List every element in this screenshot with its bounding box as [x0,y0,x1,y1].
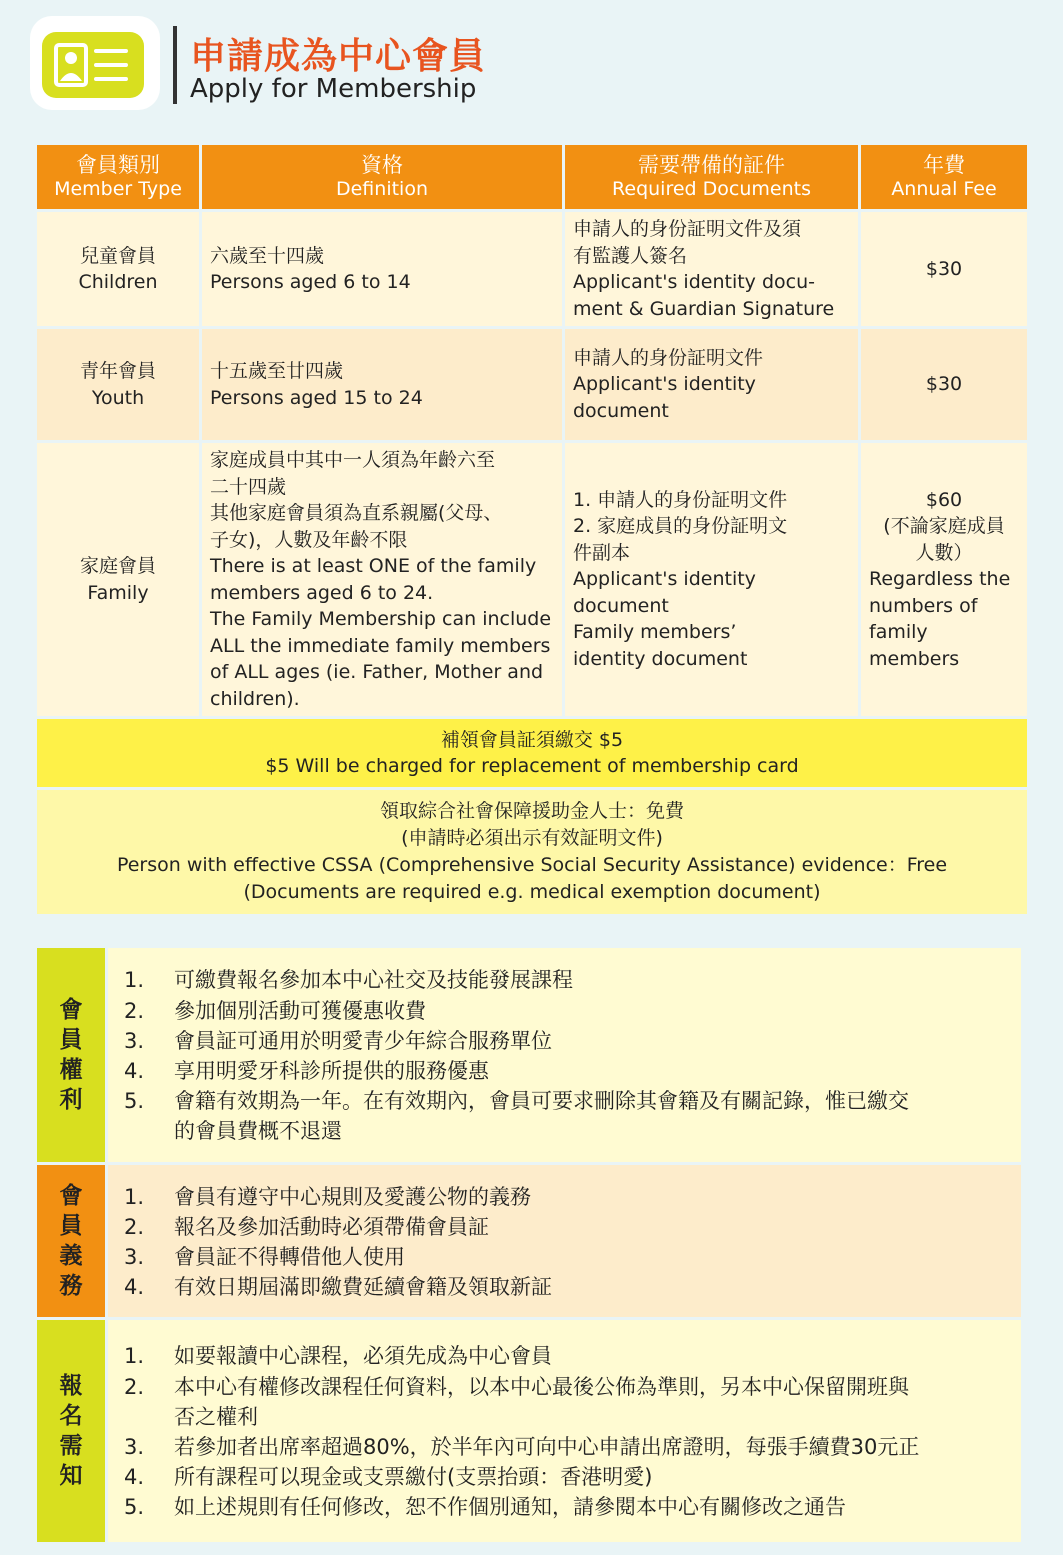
membership-table [34,142,1030,917]
member-card-icon [42,32,144,98]
section-content-notes [108,1320,1021,1542]
definition-cell: 十五歲至廿四歲 Persons aged 15 to 24 [202,329,562,440]
fee-cell: $30 [861,212,1027,326]
documents-cell: 申請人的身份証明文件及須 有監護人簽名 Applicant's identity docu- ment & Guardian Signature [565,212,858,326]
list-item: 2. 本中心有權修改課程任何資料，以本中心最後公佈為準則，另本中心保留開班與 否之權利 [124,1374,909,1429]
member-info-table [34,945,1024,1545]
member-type-cell: 家庭會員 Family [37,443,199,716]
logo-container [30,16,160,110]
list-item: 1. 如要報讀中心課程，必須先成為中心會員 [124,1344,552,1369]
list-item: 4. 所有課程可以現金或支票繳付(支票抬頭：香港明愛) [124,1465,653,1490]
header-annual-fee: 年費 Annual Fee [861,145,1027,209]
list-item: 3. 若參加者出席率超過80%，於半年內可向中心申請出席證明，每張手續費30元正 [124,1435,920,1459]
page-title-zh: 申請成為中心會員 [190,36,487,77]
list-item: 1. 會員有遵守中心規則及愛護公物的義務 [124,1184,531,1209]
documents-cell: 申請人的身份証明文件 Applicant's identity document [565,329,858,440]
list-item: 4. 享用明愛牙科診所提供的服務優惠 [124,1059,489,1083]
section-label-duties: 會 員 義 務 [37,1165,105,1317]
table-header-row [37,145,1027,209]
table-row-family [37,443,1027,716]
list-item: 2. 報名及參加活動時必須帶備會員証 [124,1214,489,1239]
definition-cell: 家庭成員中其中一人須為年齡六至 二十四歲 其他家庭會員須為直系親屬(父母、 子女)，人數及年齡不限 There is at least ONE of the family members aged 6 to 24. The Family Membership can include ALL the immediate family members of ALL ages (ie. Father, Mother and children). [202,443,562,716]
header-member-type: 會員類別 Member Type [37,145,199,209]
list-item: 2. 參加個別活動可獲優惠收費 [124,998,426,1023]
member-type-cell: 青年會員 Youth [37,329,199,440]
cssa-note-row [37,790,1027,914]
section-content-rights [108,948,1021,1162]
list-item: 3. 會員証可通用於明愛青少年綜合服務單位 [124,1028,552,1053]
table-row-children [37,212,1027,326]
table-row-youth [37,329,1027,440]
replacement-note-row [37,719,1027,787]
section-label-rights: 會 員 權 利 [37,948,105,1162]
section-label-notes: 報 名 需 知 [37,1320,105,1542]
header-definition: 資格 Definition [202,145,562,209]
page-header [30,16,730,112]
definition-cell: 六歲至十四歲 Persons aged 6 to 14 [202,212,562,326]
section-application-notes [37,1320,1021,1542]
page-title-en: Apply for Membership [190,74,477,104]
cssa-note: 領取綜合社會保障援助金人士：免費 (申請時必須出示有效証明文件) Person with effective CSSA (Comprehensive Social Security Assistance) evidence：Free (Documents are required e.g. medical exemption document) [37,790,1027,914]
member-type-cell: 兒童會員 Children [37,212,199,326]
list-item: 5. 如上述規則有任何修改，恕不作個別通知，請參閱本中心有關修改之通告 [124,1495,846,1520]
section-member-duties [37,1165,1021,1317]
replacement-note: 補領會員証須繳交 $5 $5 Will be charged for replacement of membership card [37,719,1027,787]
section-member-rights [37,948,1021,1162]
list-item: 3. 會員証不得轉借他人使用 [124,1245,405,1269]
title-divider [173,26,177,104]
header-required-documents: 需要帶備的証件 Required Documents [565,145,858,209]
documents-cell: 1. 申請人的身份証明文件 2. 家庭成員的身份証明文 件副本 Applicant's identity document Family members’ identity document [565,443,858,716]
list-item: 5. 會籍有效期為一年。在有效期內，會員可要求刪除其會籍及有關記錄，惟已繳交 的會員費概不退還 [124,1089,909,1144]
fee-cell: $60 (不論家庭成員 人數） Regardless the numbers of family members [861,443,1027,716]
fee-cell: $30 [861,329,1027,440]
list-item: 4. 有效日期屆滿即繳費延續會籍及領取新証 [124,1275,552,1300]
section-content-duties [108,1165,1021,1317]
list-item: 1. 可繳費報名參加本中心社交及技能發展課程 [124,968,573,993]
